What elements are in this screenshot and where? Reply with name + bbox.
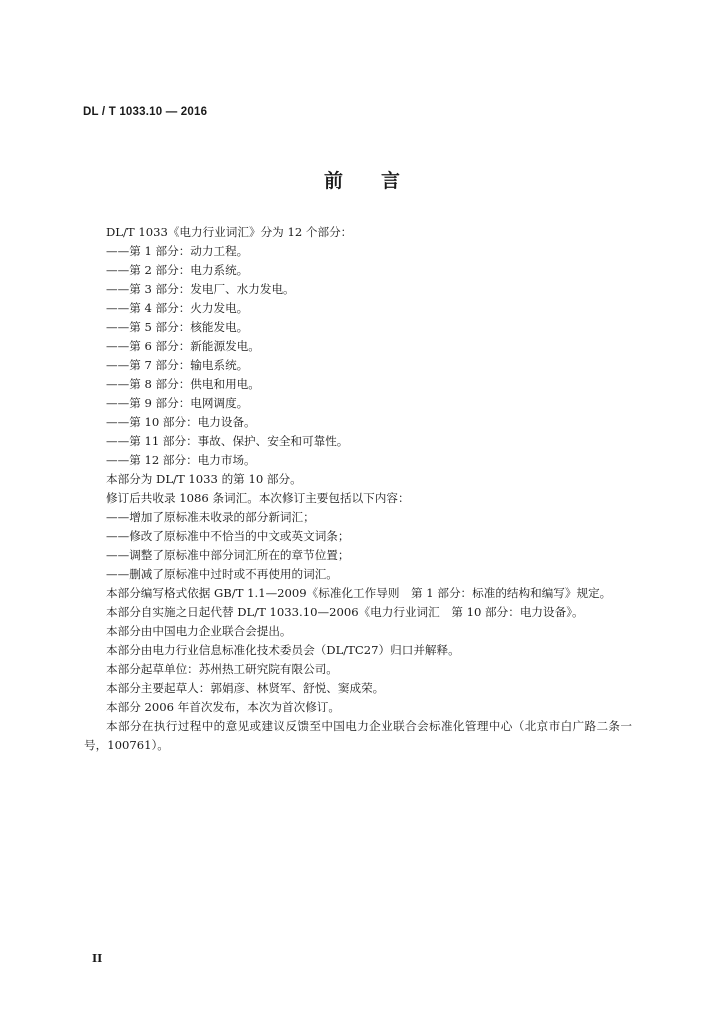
page-title: 前言: [323, 170, 438, 192]
part-item: ——第 1 部分：动力工程。: [106, 244, 249, 258]
intro-paragraph: DL/T 1033《电力行业词汇》分为 12 个部分：: [106, 225, 353, 239]
statement-paragraph: 本部分由中国电力企业联合会提出。: [106, 624, 292, 638]
revision-item: ——修改了原标准中不恰当的中文或英文词条；: [106, 529, 350, 543]
revision-intro-paragraph: 修订后共收录 1086 条词汇。本次修订主要包括以下内容：: [106, 491, 410, 505]
statement-paragraph: 本部分自实施之日起代替 DL/T 1033.10—2006《电力行业词汇 第 10 部分：电力设备》。: [106, 605, 584, 619]
revision-item: ——增加了原标准未收录的部分新词汇；: [106, 510, 315, 524]
statement-paragraph: 本部分 2006 年首次发布，本次为首次修订。: [106, 700, 340, 714]
foreword-body: [84, 223, 632, 755]
statement-paragraph: 本部分由电力行业信息标准化技术委员会（DL/TC27）归口并解释。: [106, 643, 460, 657]
document-code: DL / T 1033.10 — 2016: [83, 106, 208, 118]
part-item: ——第 2 部分：电力系统。: [106, 263, 249, 277]
part-item: ——第 3 部分：发电厂、水力发电。: [106, 282, 295, 296]
statement-paragraph: 本部分编写格式依据 GB/T 1.1—2009《标准化工作导则 第 1 部分：标准的结构和编写》规定。: [106, 586, 612, 600]
part-item: ——第 6 部分：新能源发电。: [106, 339, 260, 353]
part-item: ——第 10 部分：电力设备。: [106, 415, 256, 429]
this-part-paragraph: 本部分为 DL/T 1033 的第 10 部分。: [106, 472, 302, 486]
part-item: ——第 9 部分：电网调度。: [106, 396, 249, 410]
revision-item: ——删减了原标准中过时或不再使用的词汇。: [106, 567, 338, 581]
statement-paragraph: 本部分起草单位：苏州热工研究院有限公司。: [106, 662, 338, 676]
page-number: II: [92, 952, 103, 965]
part-item: ——第 12 部分：电力市场。: [106, 453, 256, 467]
statement-paragraph: 本部分主要起草人：郭娟彦、林贤军、舒悦、窦成荣。: [106, 681, 385, 695]
part-item: ——第 7 部分：输电系统。: [106, 358, 249, 372]
part-item: ——第 5 部分：核能发电。: [106, 320, 249, 334]
part-item: ——第 11 部分：事故、保护、安全和可靠性。: [106, 434, 349, 448]
feedback-paragraph: 本部分在执行过程中的意见或建议反馈至中国电力企业联合会标准化管理中心（北京市白广路二条一号，100761）。: [84, 719, 632, 752]
revision-item: ——调整了原标准中部分词汇所在的章节位置；: [106, 548, 350, 562]
part-item: ——第 4 部分：火力发电。: [106, 301, 249, 315]
part-item: ——第 8 部分：供电和用电。: [106, 377, 260, 391]
